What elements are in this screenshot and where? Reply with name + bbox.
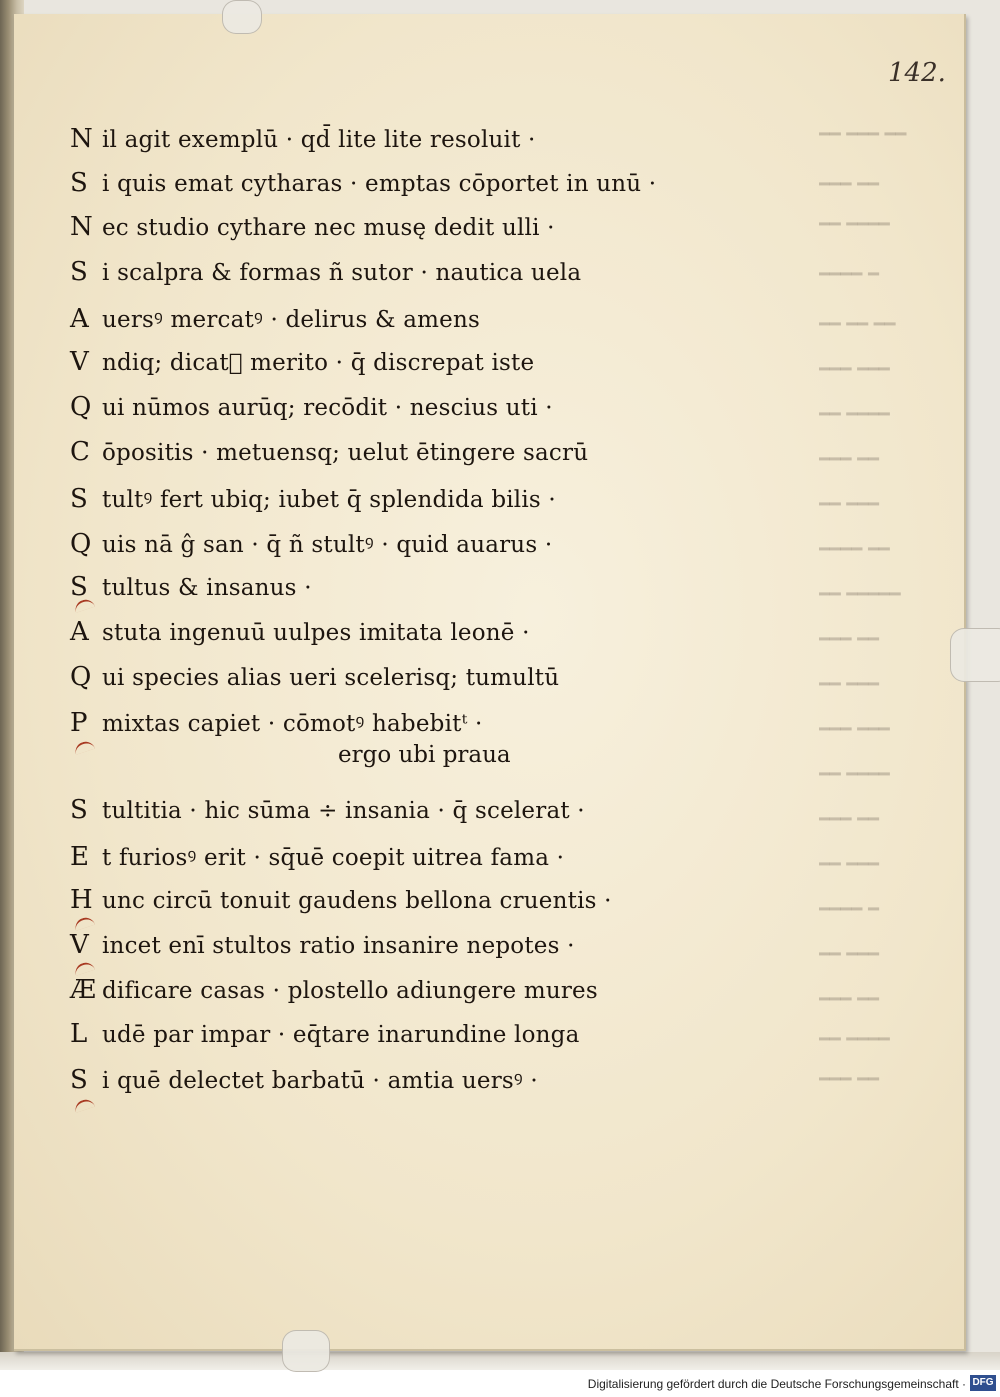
initial-letter: H [70,885,93,915]
scan-edge [0,1352,1000,1370]
initial-letter: S [70,795,89,825]
text-line [70,1019,580,1049]
line-text: tultus & insanus · [102,575,312,601]
text-line [70,795,585,825]
text-line [70,347,534,377]
line-text: mixtas capiet · cōmotꝰ habebitᵗ · [102,711,483,737]
initial-letter: Q [70,392,92,422]
footer-credit: Digitalisierung gefördert durch die Deutsche Forschungsgemeinschaft · [587,1377,966,1391]
bleed-through: ━━━━ ━━ [819,539,890,560]
text-line [70,124,536,154]
text-line [70,212,555,242]
initial-letter: A [70,304,89,334]
initial-letter: V [70,930,89,960]
line-text: uersꝰ mercatꝰ · delirus & amens [102,307,480,333]
bleed-through: ━━━ ━━ [819,989,879,1010]
initial-letter: Q [70,529,92,559]
line-text: i quē delectet barbatū · amtia uersꝰ · [102,1068,538,1094]
line-text: tultꝰ fert ubiq; iubet q̄ splendida bilis · [102,487,556,513]
tape-tab [282,1330,330,1372]
initial-letter: S [70,257,89,287]
line-text: i quis emat cytharas · emptas cōportet in unū · [102,171,657,197]
initial-letter: P [70,708,88,738]
line-text: t furiosꝰ erit · sq̄uē coepit uitrea fama · [102,845,565,871]
bleed-through: ━━━ ━━ [819,449,879,470]
text-line [70,840,564,872]
line-text: i scalpra & formas ñ sutor · nautica uela [102,260,582,286]
line-text: ec studio cythare nec musę dedit ulli · [102,215,555,241]
initial-letter: L [70,1019,88,1049]
initial-letter: S [70,1065,89,1095]
bleed-through: ━━━ ━━ [819,809,879,830]
text-line [70,706,482,738]
bleed-through: ━━ ━━━ [819,944,879,965]
bleed-through: ━━ ━━━━ [819,404,890,425]
bleed-through: ━━ ━━━━━ [819,584,901,605]
initial-letter: S [70,168,89,198]
text-line [70,885,612,915]
section-heading: ergo ubi praua [338,742,511,768]
initial-letter: Q [70,662,92,692]
line-text: udē par impar · eq̄tare inarundine longa [102,1022,580,1048]
text-line [70,527,552,559]
tape-tab [222,0,262,34]
text-line [70,302,480,334]
initial-letter: C [70,437,91,467]
text-line [70,482,556,514]
text-line [70,392,553,422]
bleed-through: ━━━ ━━ [819,1069,879,1090]
tape-tab [950,628,1000,682]
text-line [70,1063,538,1095]
text-line [70,257,581,287]
initial-letter: E [70,842,90,872]
initial-letter: S [70,484,89,514]
dfg-logo: DFG [970,1375,996,1391]
line-text: stuta ingenuū uulpes imitata leonē · [102,620,530,646]
bleed-through: ━━ ━━━ [819,674,879,695]
line-text: dificare casas · plostello adiungere mures [102,978,598,1004]
line-text: il agit exemplū · qd̄ lite lite resoluit · [102,127,536,153]
bleed-through: ━━━━ ━ [819,899,879,920]
line-text: ndiq; dicatᷣ merito · q̄ discrepat iste [102,350,535,376]
line-text: ōpositis · metuensq; uelut ētingere sacrū [102,440,589,466]
initial-letter: Æ [70,975,97,1005]
bleed-through: ━━ ━━━ [819,854,879,875]
text-line [70,617,530,647]
line-text: uis nā ĝ san · q̄ ñ stultꝰ · quid auarus · [102,532,553,558]
line-text: unc circū tonuit gaudens bellona cruentis · [102,888,612,914]
bleed-through: ━━━ ━━ [819,629,879,650]
text-line [70,975,598,1005]
initial-letter: N [70,212,93,242]
bleed-through: ━━ ━━━━ [819,1029,890,1050]
bleed-through: ━━ ━━━━ [819,214,890,235]
text-line [70,572,312,602]
initial-letter: V [70,347,89,377]
bleed-through: ━━━ ━━ [819,174,879,195]
line-text: ui species alias ueri scelerisq; tumultū [102,665,560,691]
initial-letter: S [70,572,89,602]
initial-letter: N [70,124,93,154]
bleed-through: ━━ ━━━ ━━ [819,124,907,145]
initial-letter: A [70,617,89,647]
folio-number: 142. [888,58,946,88]
text-line [70,437,588,467]
line-text: ui nūmos aurūq; recōdit · nescius uti · [102,395,553,421]
text-line [70,662,559,692]
bleed-through: ━━ ━━ ━━ [819,314,896,335]
bleed-through: ━━━ ━━━ [819,359,890,380]
line-text: tultitia · hic sūma ÷ insania · q̄ scelerat · [102,798,585,824]
bleed-through: ━━ ━━━ [819,494,879,515]
bleed-through: ━━━━ ━ [819,264,879,285]
text-line [70,168,656,198]
bleed-through: ━━━ ━━━ [819,719,890,740]
bleed-through: ━━ ━━━━ [819,764,890,785]
line-text: incet enī stultos ratio insanire nepotes · [102,933,575,959]
text-line [70,930,575,960]
